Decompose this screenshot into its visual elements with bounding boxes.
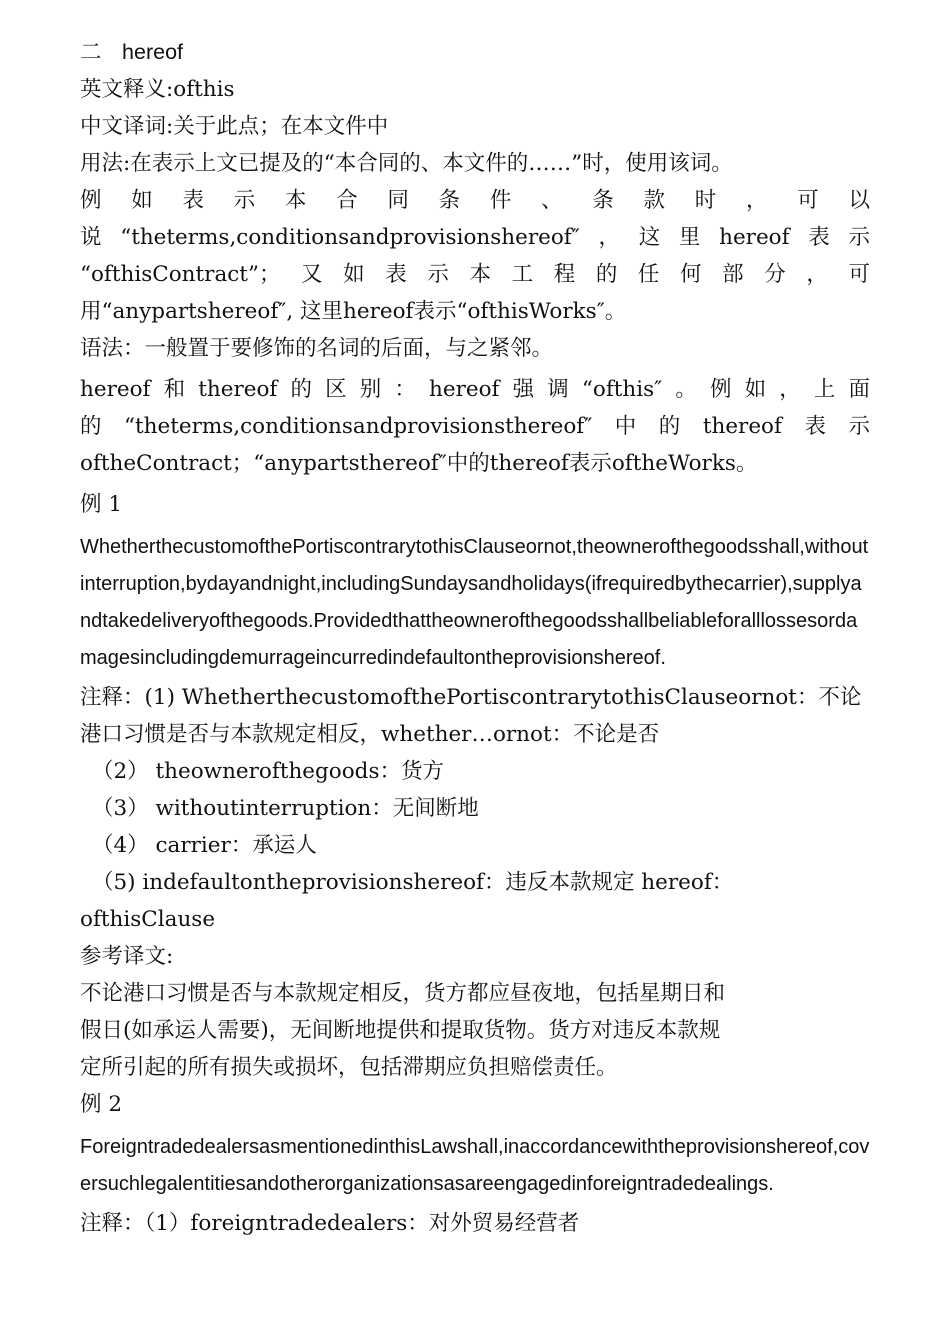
example-1-note-1b: 港口习惯是否与本款规定相反，whether…ornot：不论是否 [80, 722, 660, 747]
usage-line-1: 用法:在表示上文已提及的“本合同的、本文件的……”时，使用该词。 [80, 151, 733, 176]
example-1-note-5: （5) indefaultontheprovisionshereof：违反本款规定 hereof： [92, 870, 734, 895]
usage-line-3: 说“theterms,conditionsandprovisionshereof″，这里hereof表示 [80, 225, 870, 250]
example-1-note-2: （2） theownerofthegoods：货方 [92, 759, 444, 784]
section-number: 二 [80, 40, 102, 65]
difference-line-3: oftheContract；“anypartsthereof″中的thereof表示oftheWorks。 [80, 451, 758, 476]
translation-line-1: 不论港口习惯是否与本款规定相反，货方都应昼夜地，包括星期日和 [80, 981, 726, 1006]
example-2-text: ForeigntradedealersasmentionedinthisLawshall,inaccordancewiththeprovisionshereof,coversuchlegalentitiesandotherorganizationsasareengagedinforeigntradedealings. [80, 1136, 870, 1195]
difference-line-1: hereof和thereof的区别：hereof强调“ofthis″。例如，上面 [80, 377, 870, 402]
example-1-note-3: （3） withoutinterruption：无间断地 [92, 796, 479, 821]
usage-line-4: “ofthisContract”；又如表示本工程的任何部分，可 [80, 262, 870, 287]
example-1-note-5b: ofthisClause [80, 907, 216, 932]
section-word: hereof [122, 40, 183, 64]
chinese-definition: 中文译词:关于此点；在本文件中 [80, 114, 389, 139]
example-2-label: 例 2 [80, 1092, 123, 1117]
section-heading [80, 34, 870, 71]
translation-line-2: 假日(如承运人需要)，无间断地提供和提取货物。货方对违反本款规 [80, 1018, 721, 1043]
example-1-note-4: （4） carrier：承运人 [92, 833, 317, 858]
example-1-label: 例 1 [80, 492, 123, 517]
document-page [80, 34, 870, 1242]
translation-line-3: 定所引起的所有损失或损坏，包括滞期应负担赔偿责任。 [80, 1055, 618, 1080]
reference-translation-label: 参考译文: [80, 944, 174, 969]
usage-line-2: 例如表示本合同条件、条款时，可以 [80, 188, 870, 213]
difference-line-2: 的“theterms,conditionsandprovisionsthereof″中的thereof表示 [80, 414, 870, 439]
grammar-line: 语法：一般置于要修饰的名词的后面，与之紧邻。 [80, 336, 554, 361]
english-definition: 英文释义:ofthis [80, 77, 235, 102]
usage-line-5: 用“anypartshereof″, 这里hereof表示“ofthisWorks″。 [80, 299, 627, 324]
example-1-note-1: 注释：(1) WhetherthecustomofthePortiscontrarytothisClauseornot：不论 [80, 685, 862, 710]
example-1-text: WhetherthecustomofthePortiscontrarytothisClauseornot,theownerofthegoodsshall,withoutinterruption,bydayandnight,includingSundaysandholidays(ifrequiredbythecarrier),supplyandtakedeliveryofthegoods.Providedthattheownerofthegoodsshallbeliableforalllossesordamagesincludingdemurrageincurredindefaultontheprovisionshereof. [80, 536, 869, 669]
example-2-note-1: 注释：（1）foreigntradedealers：对外贸易经营者 [80, 1211, 580, 1236]
